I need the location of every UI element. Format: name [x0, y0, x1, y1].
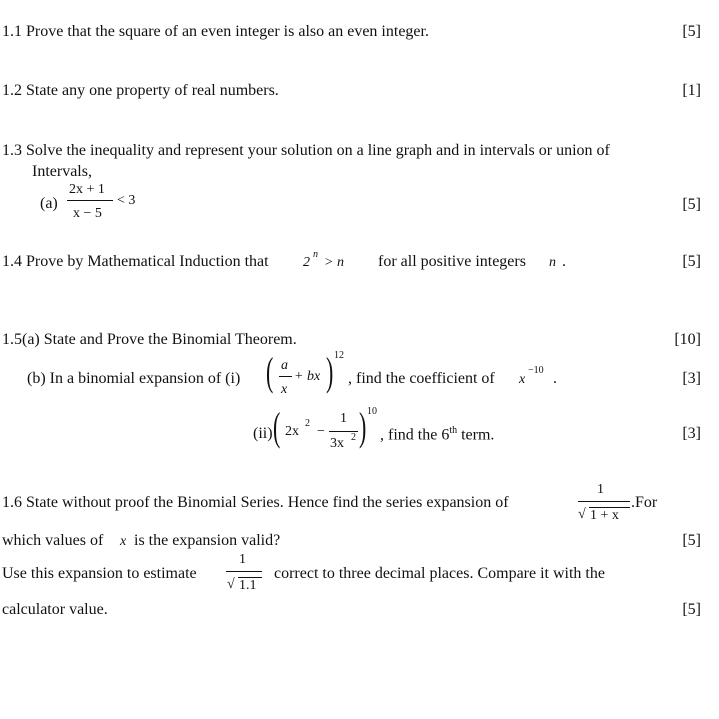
q1-6-line3-cont: correct to three decimal places. Compare it with the — [274, 565, 605, 582]
q1-5b-ii-num: 1 — [340, 411, 347, 426]
q1-6-frac-den: 1 + x — [590, 508, 619, 523]
q1-3-denominator: x − 5 — [73, 206, 102, 221]
q1-5b-ii-text-post: term. — [457, 426, 495, 444]
q1-5b-ii-term1-exp: 2 — [305, 418, 310, 429]
q1-3-text-cont: Intervals, — [32, 163, 92, 180]
q1-4-base: 2 — [303, 255, 310, 270]
q1-3-numerator: 2x + 1 — [69, 182, 105, 197]
q1-6-sqrt-sign: √ — [578, 507, 586, 522]
q1-5b-i-bar — [279, 376, 292, 377]
q1-3-text: 1.3 Solve the inequality and represent your solution on a line graph and in intervals or union of — [2, 142, 610, 159]
q1-5a-text: 1.5(a) State and Prove the Binomial Theorem. — [2, 331, 297, 348]
q1-5b-ii-text-sup: th — [449, 425, 458, 436]
q1-3-rhs: < 3 — [117, 193, 136, 208]
q1-5b-text-cont: , find the coefficient of — [348, 370, 495, 387]
q1-5b-i-rparen: ) — [326, 349, 334, 394]
q1-4-text: 1.4 Prove by Mathematical Induction that — [2, 253, 269, 270]
q1-4-gt: > n — [324, 255, 344, 270]
q1-6-est-den: 1.1 — [239, 578, 257, 593]
q1-4-marks: [5] — [682, 253, 701, 270]
q1-5b-period: . — [553, 370, 557, 387]
q1-4-text-cont: for all positive integers — [378, 253, 526, 270]
q1-5b-ii-exp: 10 — [367, 406, 377, 417]
q1-5b-ii-den: 3x — [330, 436, 344, 451]
q1-5b-ii-text-pre: , find the 6 — [380, 426, 450, 444]
q1-6-marks-2: [5] — [682, 601, 701, 618]
q1-4-exp: n — [313, 249, 318, 260]
q1-1-marks: [5] — [682, 23, 701, 40]
q1-6-line2: which values of — [2, 532, 104, 549]
q1-5b-ii-den-exp: 2 — [351, 432, 356, 443]
q1-6-est-sqrt-sign: √ — [227, 577, 235, 592]
q1-3-marks: [5] — [682, 196, 701, 213]
q1-4-var: n — [549, 255, 556, 270]
q1-6-frac-bar — [578, 501, 630, 502]
q1-5b-ii-minus: − — [317, 424, 325, 439]
q1-5b-coef-exp: −10 — [528, 365, 544, 376]
q1-5b-i-rest: + bx — [294, 369, 321, 384]
q1-5b-i-marks: [3] — [682, 370, 701, 387]
q1-2-text: 1.2 State any one property of real numbers. — [2, 82, 279, 99]
q1-3-part-a-label: (a) — [40, 195, 58, 212]
q1-6-est-num: 1 — [239, 552, 246, 567]
q1-2-marks: [1] — [682, 82, 701, 99]
q1-6-line3: Use this expansion to estimate — [2, 565, 197, 582]
q1-5b-ii-rparen: ) — [359, 404, 367, 449]
q1-5b-i-lparen: ( — [266, 349, 274, 394]
q1-5b-i-den: x — [281, 382, 288, 397]
q1-5b-coef-var: x — [519, 372, 526, 387]
q1-6-marks-1: [5] — [682, 532, 701, 549]
q1-5b-ii-lparen: ( — [273, 404, 281, 449]
q1-6-line4: calculator value. — [2, 601, 108, 618]
q1-5b-ii-label: (ii) — [253, 425, 273, 442]
q1-4-period: . — [562, 253, 566, 270]
q1-6-frac-num: 1 — [597, 482, 604, 497]
q1-6-est-bar — [226, 571, 262, 572]
q1-1-text: 1.1 Prove that the square of an even integer is also an even integer. — [2, 23, 429, 40]
q1-5a-marks: [10] — [674, 331, 701, 348]
q1-6-text: 1.6 State without proof the Binomial Series. Hence find the series expansion of — [2, 494, 509, 511]
q1-6-line2-cont: is the expansion valid? — [134, 532, 281, 549]
q1-3-fraction-bar — [67, 200, 113, 201]
q1-5b-ii-term1: 2x — [285, 424, 299, 439]
q1-5b-i-num: a — [281, 358, 288, 373]
q1-6-text-cont: .For — [631, 494, 658, 511]
q1-5b-text: (b) In a binomial expansion of (i) — [27, 370, 241, 387]
q1-5b-ii-text — [380, 426, 494, 443]
q1-5b-i-exp: 12 — [334, 350, 344, 361]
q1-5b-ii-marks: [3] — [682, 425, 701, 442]
q1-6-line2-var: x — [120, 534, 127, 549]
